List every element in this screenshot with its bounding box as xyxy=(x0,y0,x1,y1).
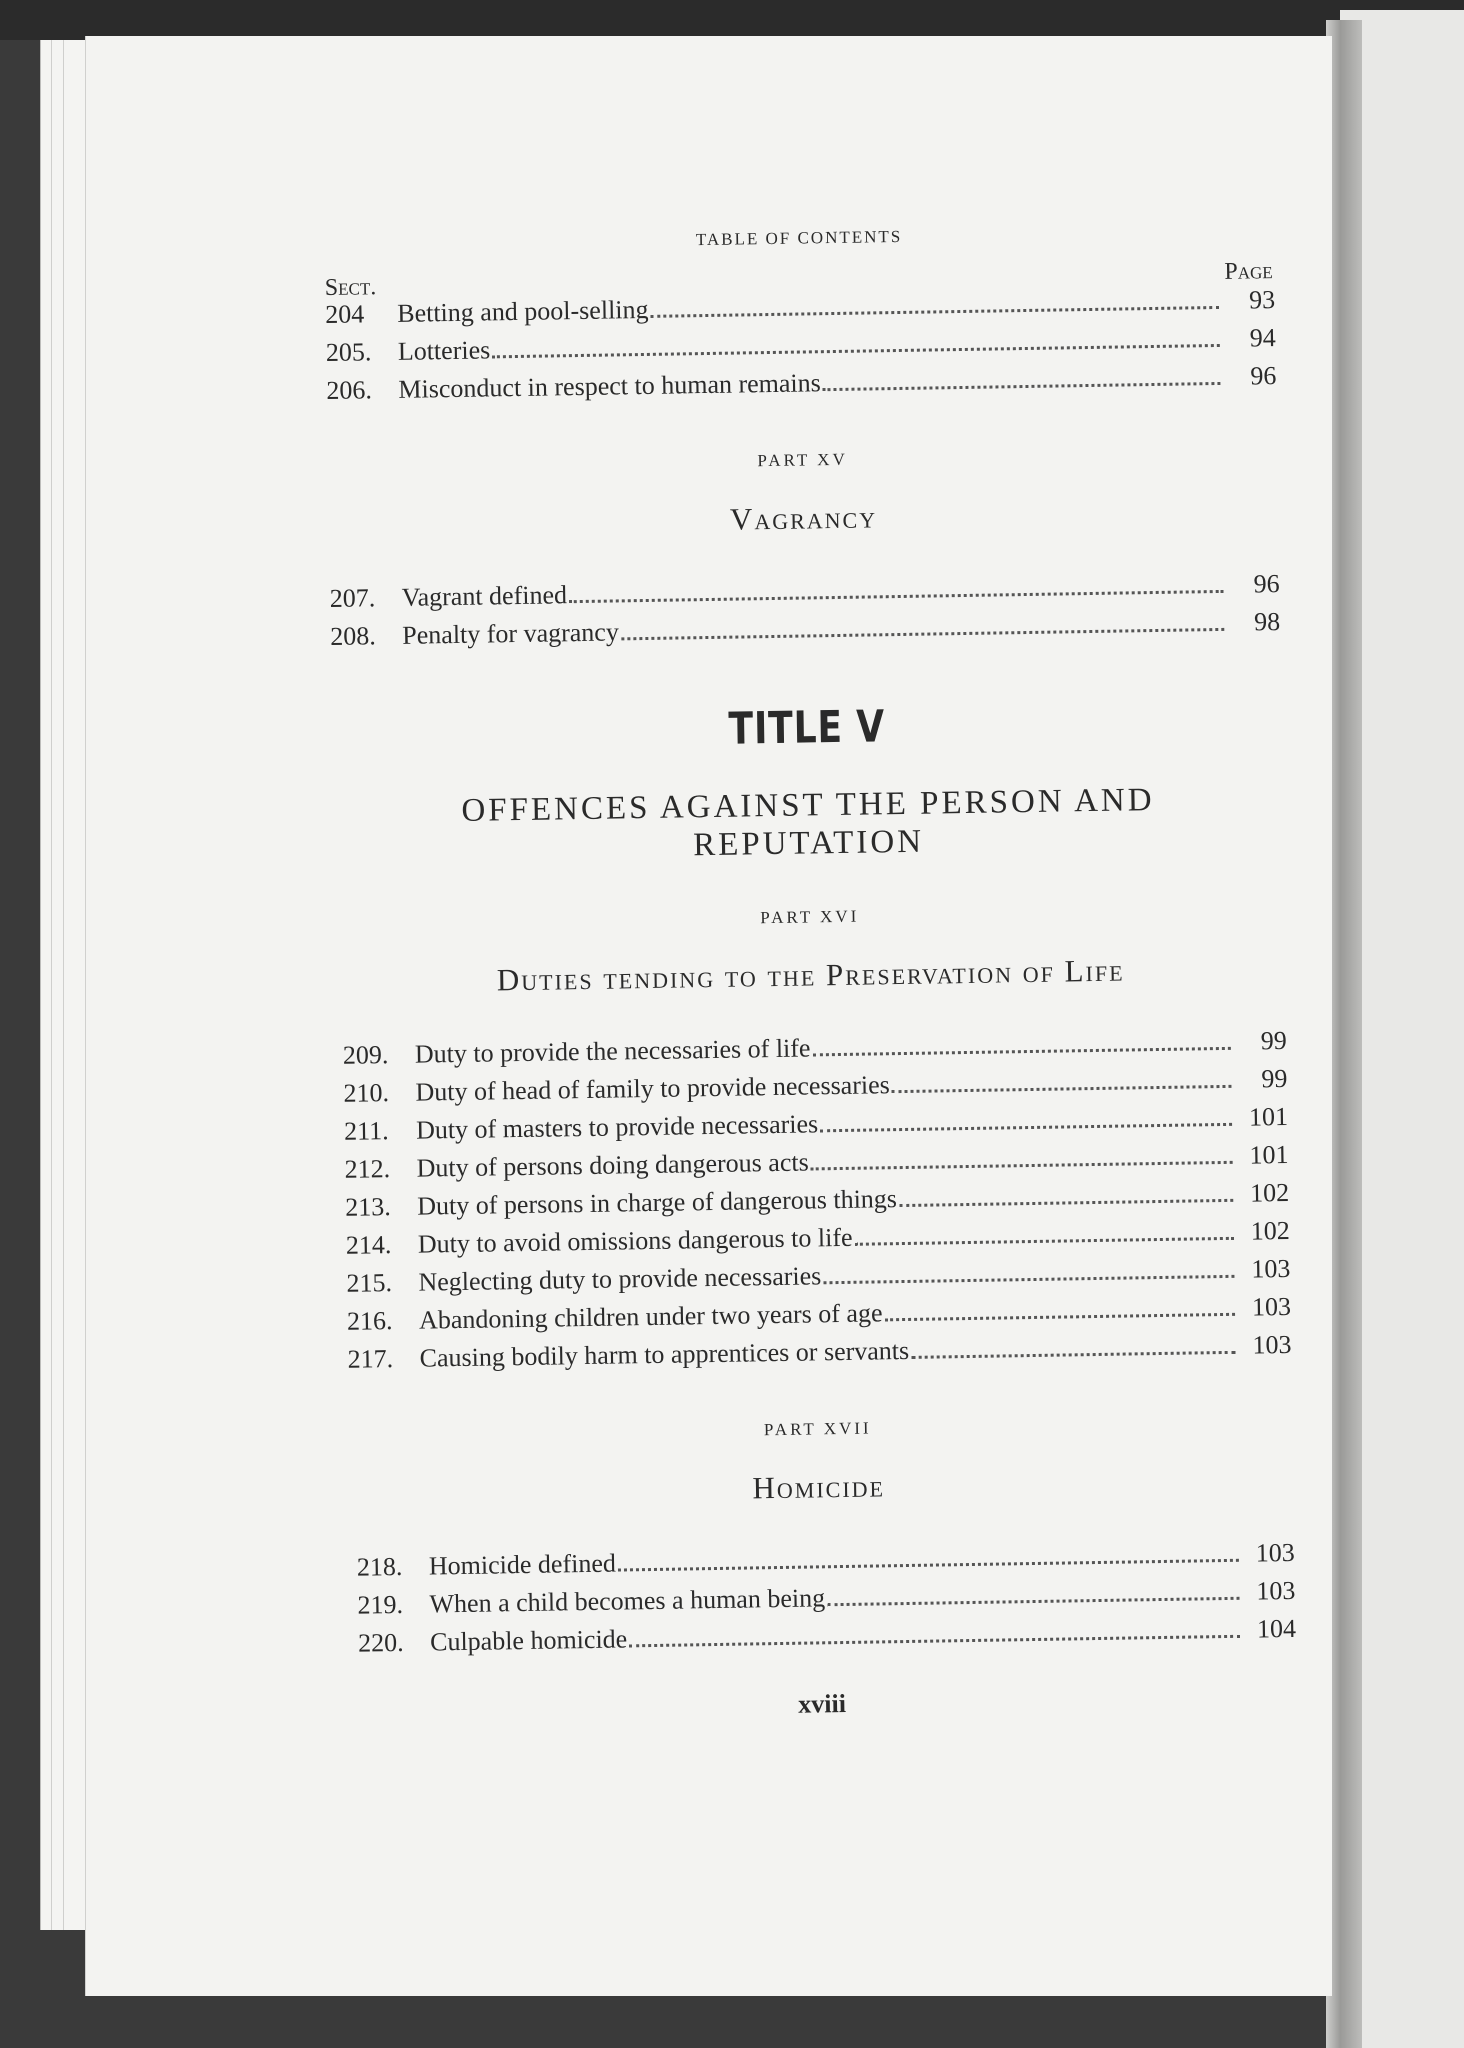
section-number: 211. xyxy=(343,1115,389,1146)
section-number: 217. xyxy=(347,1343,394,1374)
page-number: 93 xyxy=(1248,285,1276,315)
section-number: 206. xyxy=(326,375,373,405)
book-page xyxy=(86,36,1332,1996)
part-xvi-label: PART XVI xyxy=(760,906,860,928)
dot-leader xyxy=(855,1236,1234,1246)
page-number: 99 xyxy=(1260,1025,1287,1056)
dot-leader xyxy=(827,1596,1239,1606)
section-title: Betting and pool-selling xyxy=(396,294,649,328)
part-xvi-heading: Duties tending to the Preservation of Life xyxy=(496,952,1125,998)
page-number: 101 xyxy=(1249,1139,1289,1170)
section-number: 205. xyxy=(325,337,372,367)
part-xv-heading: Vagrancy xyxy=(729,499,878,537)
page-number: 94 xyxy=(1249,323,1276,353)
toc-group-top xyxy=(325,285,1277,414)
section-title: Vagrant defined xyxy=(401,580,568,612)
dot-leader xyxy=(892,1084,1232,1093)
title-subheading xyxy=(333,780,1284,871)
section-number: 213. xyxy=(345,1191,391,1222)
dot-leader xyxy=(823,381,1221,391)
section-title: Duty of persons in charge of dangerous things xyxy=(417,1183,898,1221)
section-title: When a child becomes a human being xyxy=(429,1583,826,1619)
page-number: 101 xyxy=(1248,1101,1289,1132)
section-number: 219. xyxy=(357,1589,404,1620)
dot-leader xyxy=(911,1350,1235,1359)
page-number: 103 xyxy=(1251,1253,1291,1284)
section-title: Duty of masters to provide necessaries xyxy=(415,1109,819,1145)
dot-leader xyxy=(899,1198,1233,1207)
section-title: Duty of head of family to provide necessaries xyxy=(415,1070,890,1107)
section-number: 215. xyxy=(346,1267,393,1298)
section-title: Duty of persons doing dangerous acts xyxy=(416,1147,809,1183)
section-title: Homicide defined xyxy=(428,1548,617,1581)
dot-leader xyxy=(618,1558,1239,1572)
section-title: Lotteries xyxy=(397,335,491,366)
page-folio: xviii xyxy=(798,1688,847,1719)
page-number: 104 xyxy=(1256,1613,1297,1644)
section-title: Causing bodily harm to apprentices or servants xyxy=(419,1335,910,1373)
section-number: 204 xyxy=(325,299,365,329)
page-number: 99 xyxy=(1261,1063,1288,1094)
dot-leader xyxy=(885,1312,1235,1322)
title-subheading-line: OFFENCES AGAINST THE PERSON AND xyxy=(461,782,1155,829)
sect-label: Sect. xyxy=(324,274,377,301)
page-number: 103 xyxy=(1256,1575,1296,1606)
section-number: 209. xyxy=(342,1039,389,1070)
title-heading: TITLE V xyxy=(728,701,886,755)
title-subheading-line: REPUTATION xyxy=(692,823,925,864)
section-number: 210. xyxy=(343,1077,390,1108)
section-number: 218. xyxy=(356,1551,403,1582)
section-number: 216. xyxy=(346,1305,393,1336)
page-label: Page xyxy=(1224,258,1273,285)
section-number: 208. xyxy=(330,621,377,651)
section-number: 220. xyxy=(357,1627,404,1658)
section-title: Abandoning children under two years of age xyxy=(418,1298,883,1335)
running-head: TABLE OF CONTENTS xyxy=(695,226,903,250)
toc-group-homicide xyxy=(357,1538,1297,1667)
dot-leader xyxy=(621,627,1224,640)
page-number: 102 xyxy=(1249,1177,1290,1208)
page-number: 98 xyxy=(1253,607,1281,637)
section-number: 214. xyxy=(345,1229,392,1260)
page-number: 102 xyxy=(1250,1215,1290,1246)
page-number: 96 xyxy=(1250,361,1277,391)
page-number: 103 xyxy=(1255,1537,1296,1568)
toc-group-duties xyxy=(343,1026,1292,1383)
dot-leader xyxy=(820,1122,1232,1132)
scan-background-top xyxy=(0,0,1464,40)
section-number: 207. xyxy=(329,583,376,613)
toc-group-vagrancy xyxy=(329,569,1280,660)
part-xv-label: PART XV xyxy=(757,449,848,471)
dot-leader xyxy=(629,1634,1240,1648)
dot-leader xyxy=(569,589,1224,603)
section-title: Neglecting duty to provide necessaries xyxy=(418,1261,822,1297)
section-title: Misconduct in respect to human remains xyxy=(398,368,821,404)
section-title: Duty to provide the necessaries of life xyxy=(414,1033,811,1069)
page-number: 96 xyxy=(1253,569,1280,599)
dot-leader xyxy=(811,1160,1233,1171)
section-title: Penalty for vagrancy xyxy=(402,617,620,650)
dot-leader xyxy=(823,1274,1234,1284)
section-title: Culpable homicide xyxy=(429,1624,628,1657)
dot-leader xyxy=(813,1046,1231,1057)
part-xvii-label: PART XVII xyxy=(763,1418,872,1440)
dot-leader xyxy=(492,343,1220,358)
section-number: 212. xyxy=(344,1153,391,1184)
section-title: Duty to avoid omissions dangerous to life xyxy=(417,1222,853,1259)
page-number: 103 xyxy=(1252,1329,1292,1360)
toc-content xyxy=(324,221,1298,1753)
dot-leader xyxy=(651,305,1220,318)
part-xvii-heading: Homicide xyxy=(752,1468,886,1506)
page-number: 103 xyxy=(1251,1291,1292,1322)
